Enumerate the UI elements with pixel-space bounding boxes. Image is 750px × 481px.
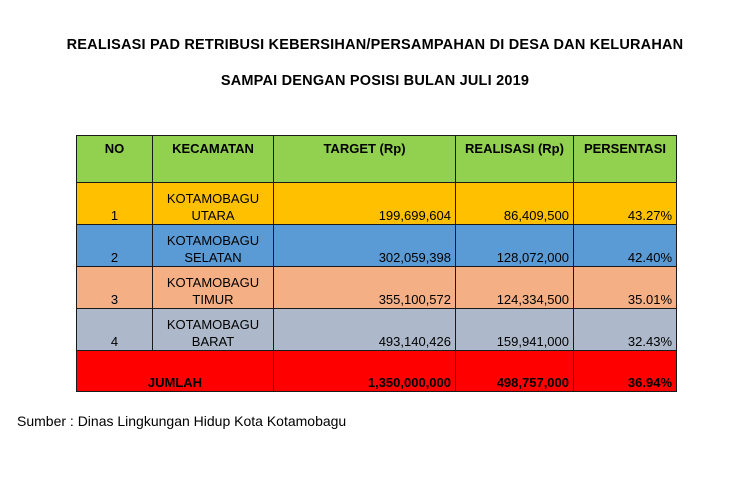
kecamatan-area: TIMUR [192,292,234,307]
cell-no: 4 [77,309,153,351]
kecamatan-area: UTARA [191,208,235,223]
cell-persentasi: 42.40% [574,225,677,267]
table-header-row [77,136,677,183]
kecamatan-area: SELATAN [184,250,242,265]
cell-kecamatan [153,309,274,351]
table-row [77,267,677,309]
cell-persentasi: 32.43% [574,309,677,351]
report-subtitle: SAMPAI DENGAN POSISI BULAN JULI 2019 [220,73,530,89]
cell-target: 355,100,572 [274,267,456,309]
table-row [77,309,677,351]
cell-persentasi: 35.01% [574,267,677,309]
total-label: JUMLAH [77,351,274,392]
cell-persentasi: 43.27% [574,183,677,225]
total-target: 1,350,000,000 [274,351,456,392]
kecamatan-name: KOTAMOBAGU [166,233,260,248]
cell-kecamatan [153,225,274,267]
table-total-row [77,351,677,392]
header-no: NO [77,136,153,183]
pad-retribusi-table [76,135,677,392]
kecamatan-area: BARAT [191,334,235,349]
total-persentasi: 36.94% [574,351,677,392]
cell-realisasi: 159,941,000 [456,309,574,351]
report-title: REALISASI PAD RETRIBUSI KEBERSIHAN/PERSAMPAHAN DI DESA DAN KELURAHAN [66,37,684,53]
header-kecamatan: KECAMATAN [153,136,274,183]
table-row [77,183,677,225]
cell-realisasi: 124,334,500 [456,267,574,309]
cell-no: 2 [77,225,153,267]
total-realisasi: 498,757,000 [456,351,574,392]
cell-target: 302,059,398 [274,225,456,267]
kecamatan-name: KOTAMOBAGU [166,275,260,290]
cell-kecamatan [153,183,274,225]
cell-kecamatan [153,267,274,309]
cell-no: 1 [77,183,153,225]
kecamatan-name: KOTAMOBAGU [166,191,260,206]
header-target: TARGET (Rp) [274,136,456,183]
cell-target: 199,699,604 [274,183,456,225]
source-note: Sumber : Dinas Lingkungan Hidup Kota Kotamobagu [17,413,347,429]
cell-realisasi: 128,072,000 [456,225,574,267]
kecamatan-name: KOTAMOBAGU [166,317,260,332]
cell-realisasi: 86,409,500 [456,183,574,225]
header-persentasi: PERSENTASI [574,136,677,183]
header-realisasi: REALISASI (Rp) [456,136,574,183]
table-row [77,225,677,267]
cell-target: 493,140,426 [274,309,456,351]
cell-no: 3 [77,267,153,309]
